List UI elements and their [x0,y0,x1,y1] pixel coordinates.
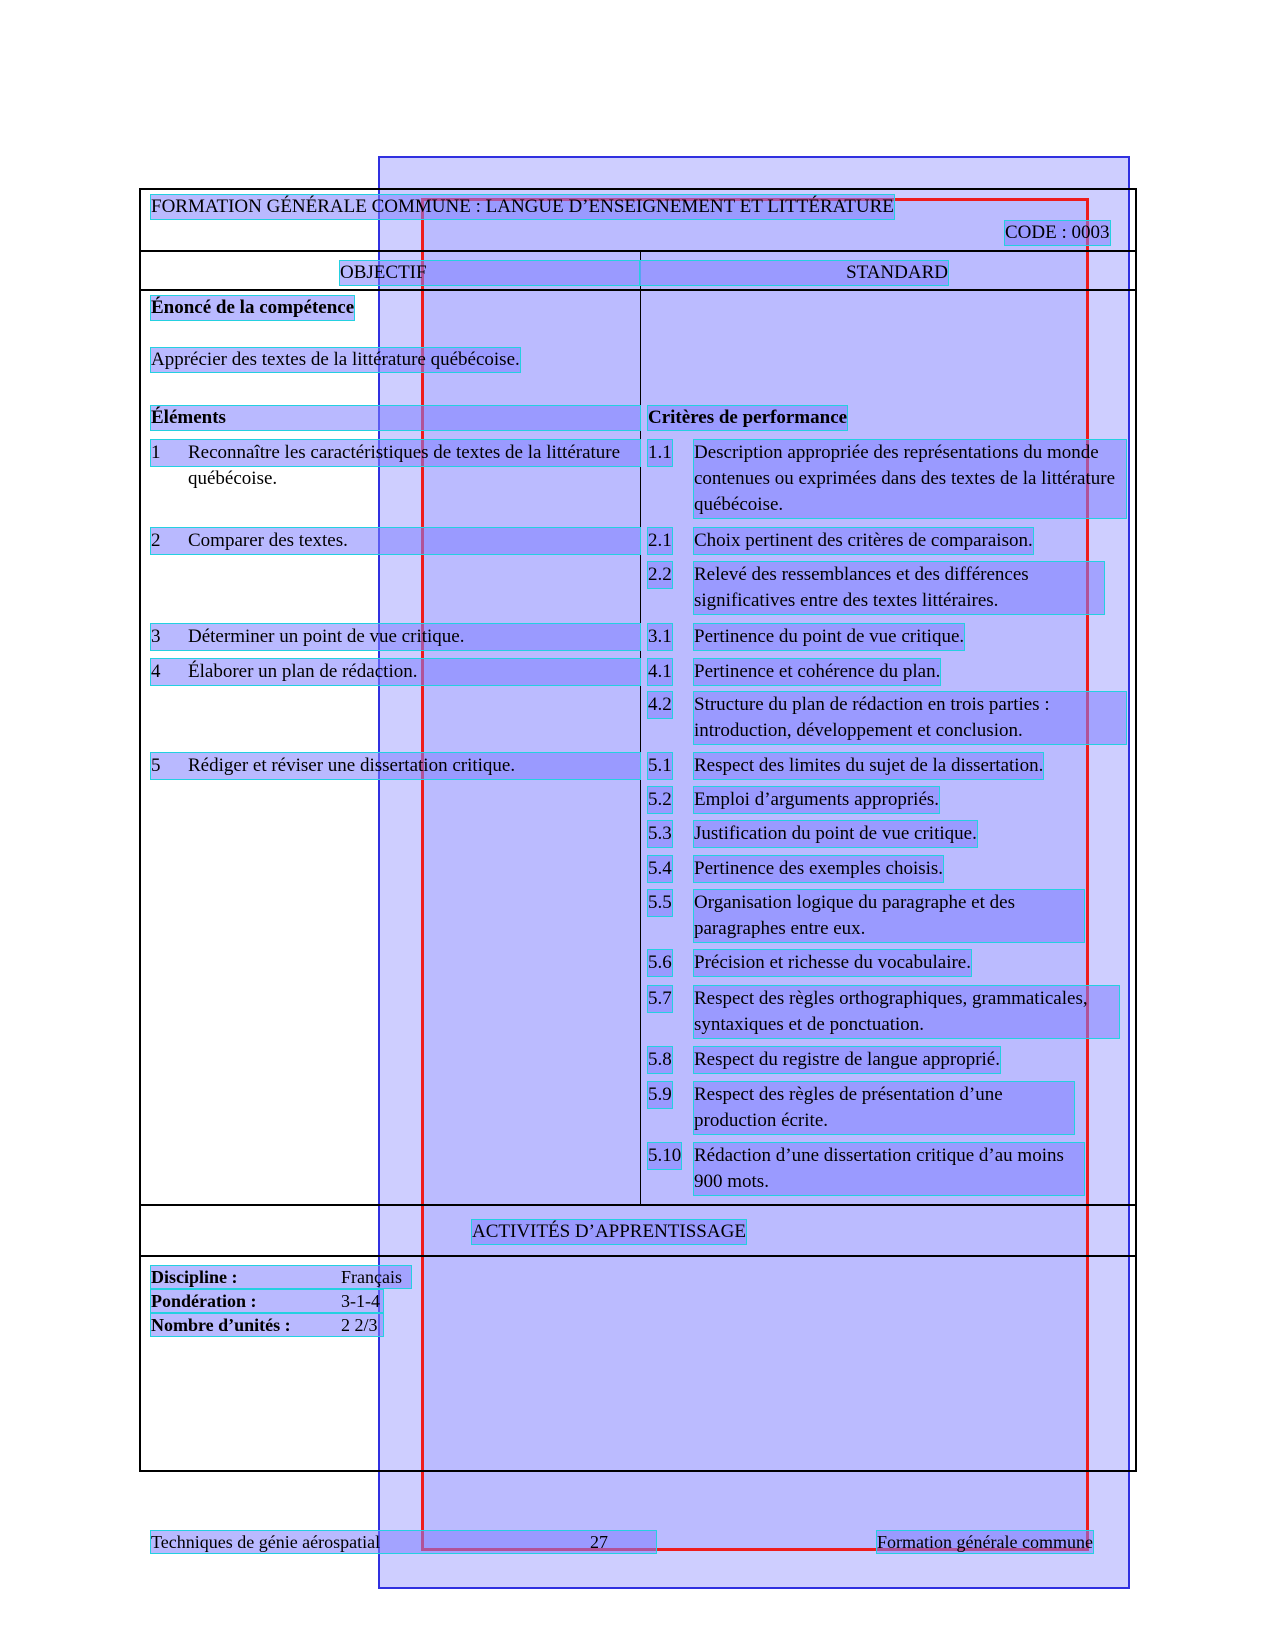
column-divider [640,251,641,1205]
footer-page-number: 27 [590,1532,608,1552]
criterion-number: 4.2 [648,692,672,718]
criterion-text: Emploi d’arguments appropriés. [694,787,939,813]
element-text: Élaborer un plan de rédaction. [188,661,418,682]
columns-divider [141,289,1137,291]
criterion-number: 3.1 [648,624,672,650]
criterion-text: Justification du point de vue critique. [694,821,977,847]
element-text: Comparer des textes. [188,530,348,551]
column-heading-objectif: OBJECTIF [340,261,640,285]
document-title: FORMATION GÉNÉRALE COMMUNE : LANGUE D’ENSEIGNEMENT ET LITTÉRATURE [151,196,894,217]
criterion-number: 5.5 [648,890,672,916]
document-code: CODE : 0003 [1005,222,1110,243]
ponderation-label: Pondération : [151,1290,383,1312]
criterion-text: Pertinence du point de vue critique. [694,624,964,650]
elements-heading: Éléments [151,406,640,430]
criterion-text: Relevé des ressemblances et des différences significatives entre des textes littéraires. [694,562,1104,614]
criterion-text: Respect des règles orthographiques, grammaticales, syntaxiques et de ponctuation. [694,986,1119,1038]
criterion-number: 5.7 [648,986,672,1012]
criterion-number: 5.3 [648,821,672,847]
criterion-text: Structure du plan de rédaction en trois parties : introduction, développement et conclusion. [694,692,1126,744]
element-text: Déterminer un point de vue critique. [188,626,465,647]
criterion-number: 5.10 [648,1143,681,1169]
criterion-text: Précision et richesse du vocabulaire. [694,950,971,976]
element-number: 5 [151,753,640,779]
criterion-text: Choix pertinent des critères de comparaison. [694,528,1033,554]
criterion-text: Respect des limites du sujet de la dissertation. [694,753,1043,779]
activities-top-divider [141,1204,1137,1206]
competence-heading: Énoncé de la compétence [151,297,355,318]
criterion-text: Pertinence et cohérence du plan. [694,659,940,685]
criterion-text: Pertinence des exemples choisis. [694,856,943,882]
activities-bottom-divider [141,1255,1137,1257]
activities-heading: ACTIVITÉS D’APPRENTISSAGE [472,1221,746,1242]
criterion-number: 5.9 [648,1082,672,1108]
column-heading-standard: STANDARD [640,261,948,285]
criterion-number: 5.8 [648,1047,672,1073]
criterion-text: Description appropriée des représentations du monde contenues ou exprimées dans des textes de la littérature québécoise. [694,440,1126,518]
header-divider [141,250,1137,252]
element-number: 4 [151,659,640,685]
criterion-number: 5.1 [648,753,672,779]
criterion-number: 2.2 [648,562,672,588]
units-label: Nombre d’unités : [151,1314,383,1336]
element-text: Reconnaître les caractéristiques de textes de la littérature québécoise. [188,442,621,489]
footer-section: Formation générale commune [877,1532,1093,1552]
criterion-text: Respect du registre de langue approprié. [694,1047,1000,1073]
criterion-number: 1.1 [648,440,672,466]
criterion-number: 5.2 [648,787,672,813]
footer-program: Techniques de génie aérospatial [151,1531,656,1553]
criterion-text: Organisation logique du paragraphe et des paragraphes entre eux. [694,890,1084,942]
element-text: Rédiger et réviser une dissertation critique. [188,755,516,776]
criterion-number: 5.4 [648,856,672,882]
criterion-number: 5.6 [648,950,672,976]
units-value: 2 2/3 [341,1315,378,1335]
element-number: 1 [151,440,640,466]
criterion-number: 4.1 [648,659,672,685]
ponderation-value: 3-1-4 [341,1291,380,1311]
discipline-value: Français [341,1267,402,1287]
criterion-text: Respect des règles de présentation d’une production écrite. [694,1082,1074,1134]
competence-statement: Apprécier des textes de la littérature québécoise. [151,349,520,370]
criteria-heading: Critères de performance [648,407,848,428]
criterion-text: Rédaction d’une dissertation critique d’au moins 900 mots. [694,1143,1084,1195]
criterion-number: 2.1 [648,528,672,554]
element-number: 3 [151,624,640,650]
discipline-label: Discipline : [151,1266,411,1288]
element-number: 2 [151,528,640,554]
